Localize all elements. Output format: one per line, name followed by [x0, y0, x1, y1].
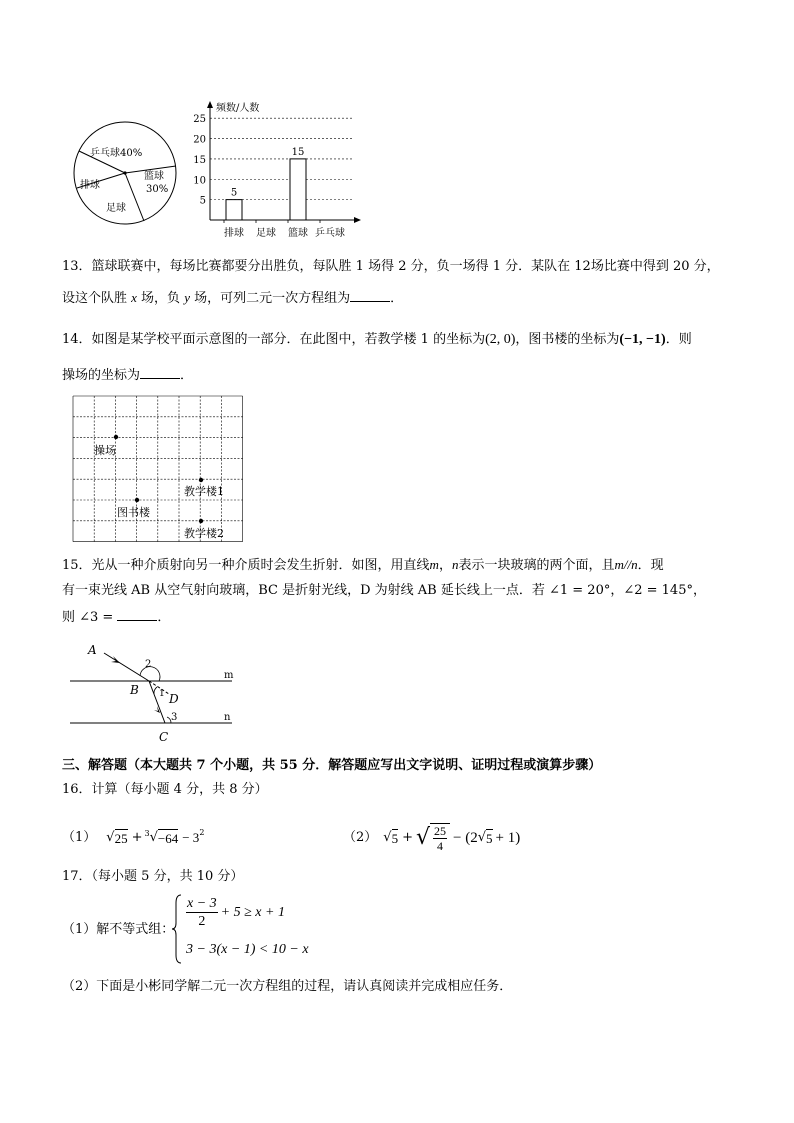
- refraction-figure: [62, 640, 242, 752]
- campus-grid-map: [70, 393, 248, 543]
- q15-var-m: m: [429, 557, 439, 572]
- y-axis-title: 频数/人数: [216, 103, 260, 114]
- pie-center: [123, 171, 126, 174]
- q13-text-c: 场，可列二元一次方程组为: [189, 291, 351, 306]
- q16-part1: （1） √ 25 + $^3$ √ −64 − 3 $^2$: [62, 825, 204, 851]
- label-b: B: [130, 683, 139, 697]
- q15-line1: [62, 556, 664, 575]
- bar-data-label: 5: [230, 187, 238, 199]
- q15-line3: [62, 608, 170, 627]
- q16-p2-end: + 1): [495, 830, 521, 846]
- x-tick-label: 足球: [256, 228, 276, 239]
- q16-p1-radicand1: 25: [114, 830, 128, 846]
- q13-line2: [62, 289, 403, 308]
- q16-p2-tail: − (2: [453, 830, 478, 846]
- label-d: D: [169, 692, 179, 706]
- q14-text-a: 14．如图是某学校平面示意图的一部分．在此图中，若教学楼 1 的坐标为: [62, 332, 486, 347]
- pie-label-pingpong: 乒乓球40%: [90, 148, 143, 159]
- q16-p2-denominator: 4: [437, 839, 444, 853]
- y-axis-arrow: [207, 101, 213, 108]
- q17-title: 17．（每小题 5 分，共 10 分）: [62, 869, 244, 884]
- y-tick-label: 5: [199, 195, 206, 207]
- q15-var-n: n: [451, 557, 459, 572]
- playground-label: 操场: [94, 444, 116, 457]
- q16-p1-label: （1）: [62, 830, 97, 845]
- q16-p1-root-index: 3: [144, 829, 150, 838]
- y-tick-label: 10: [193, 175, 206, 187]
- label-c: C: [159, 730, 169, 744]
- q13-var-x: x: [131, 290, 137, 305]
- label-a: A: [88, 643, 97, 657]
- q17-frac-denominator: 2: [198, 914, 206, 929]
- q14-coord-library: (−1, −1): [619, 332, 666, 347]
- angle-1-arc: [154, 687, 157, 694]
- q15-parallel: m//n: [614, 557, 638, 572]
- building2-point: [199, 519, 203, 523]
- library-label: 图书楼: [117, 506, 150, 519]
- q14-text-b: ，图书楼的坐标为: [515, 332, 620, 347]
- q14-text-c: ．则: [665, 332, 692, 347]
- building1-point: [199, 478, 203, 482]
- q15-text-d: 则 ∠3 =: [62, 610, 114, 625]
- q14-coord-building1: (2, 0): [485, 332, 516, 347]
- q16-p2-radicand2: 5: [486, 830, 493, 846]
- q17-part1-label: （1）解不等式组：: [62, 922, 175, 937]
- q16-p2-numerator: 25: [434, 824, 447, 838]
- q15-answer-blank[interactable]: [117, 608, 157, 621]
- q14-end: ．: [180, 368, 194, 383]
- q15-sep: ，: [438, 558, 452, 573]
- q16-title: 16．计算（每小题 4 分，共 8 分）: [62, 782, 268, 797]
- ray-ab-arrow: [111, 656, 120, 663]
- ray-ab: [104, 653, 152, 681]
- q17-ineq1-fraction: [186, 895, 218, 930]
- q15-text-c: ．现: [637, 558, 664, 573]
- q16-p2-fraction: [430, 823, 450, 853]
- pie-label-volleyball: 排球: [80, 180, 100, 191]
- q15-line2: 有一束光线 AB 从空气射向玻璃，BC 是折射光线，D 为射线 AB 延长线上一点．若 ∠1 = 20°，∠2 = 145°，: [62, 583, 706, 598]
- q14-answer-blank[interactable]: [140, 366, 180, 379]
- bar: [226, 200, 242, 220]
- label-1: 1: [159, 689, 165, 699]
- bar: [290, 159, 306, 220]
- y-tick-label: 25: [193, 114, 206, 126]
- q14-line1: [62, 331, 692, 349]
- q16-p2-label: （2）: [343, 830, 378, 845]
- label-m: m: [224, 670, 234, 681]
- q16-part2: （2） √ 5 + √ $\frac{25}{4}$ − (2 √ 5 + 1): [343, 824, 521, 853]
- q17-ineq2: 3 − 3(x − 1) < 10 − x: [186, 942, 309, 957]
- y-tick-label: 15: [193, 154, 206, 166]
- label-2: 2: [145, 659, 152, 670]
- section-3-heading: 三、解答题（本大题共 7 个小题，共 55 分．解答题应写出文字说明、证明过程或演算步骤）: [62, 758, 602, 773]
- playground-point: [114, 435, 118, 439]
- left-brace: [172, 893, 182, 965]
- bar-data-label: 15: [291, 146, 305, 158]
- x-axis-arrow: [354, 217, 361, 223]
- q13-answer-blank[interactable]: [350, 289, 390, 302]
- q17-part2: （2）下面是小彬同学解二元一次方程组的过程，请认真阅读并完成相应任务．: [62, 979, 513, 994]
- label-n: n: [224, 712, 231, 723]
- q13-text-a: 设这个队胜: [62, 291, 132, 306]
- building2-label: 教学楼2: [184, 527, 224, 540]
- q15-text-a: 15．光从一种介质射向另一种介质时会发生折射．如图，用直线: [62, 558, 430, 573]
- q15-end: ．: [157, 610, 171, 625]
- q13-text-b: 场，负: [136, 291, 185, 306]
- q13-end: ．: [390, 291, 404, 306]
- q16-p1-exponent: 2: [199, 828, 205, 837]
- q16-p1-radicand2: −64: [157, 830, 179, 846]
- y-tick-label: 20: [193, 134, 206, 146]
- pie-label-football: 足球: [106, 203, 126, 214]
- q17-ineq1-rest: + 5 ≥ x + 1: [220, 904, 285, 920]
- q14-text-d: 操场的坐标为: [62, 368, 141, 383]
- pie-label-basketball-pct: 30%: [146, 184, 169, 195]
- q16-p1-tail: − 3: [182, 830, 200, 845]
- q13-var-y: y: [184, 290, 190, 305]
- pie-chart: [70, 118, 180, 228]
- label-3: 3: [171, 712, 178, 723]
- q14-line2: [62, 366, 193, 385]
- q17-inequality-system: [172, 893, 342, 965]
- q13-line1: 13．篮球联赛中，每场比赛都要分出胜负，每队胜 1 场得 2 分，负一场得 1 分．某队在 12场比赛中得到 20 分，: [62, 259, 720, 274]
- x-tick-label: 乒乓球: [315, 228, 345, 239]
- x-tick-label: 篮球: [288, 228, 308, 239]
- library-point: [135, 498, 139, 502]
- x-tick-label: 排球: [224, 228, 244, 239]
- q15-text-b: 表示一块玻璃的两个面，且: [458, 558, 615, 573]
- building1-label: 教学楼1: [184, 485, 224, 498]
- bar-chart: [188, 96, 368, 244]
- q17-ineq1: [186, 895, 285, 930]
- q17-frac-numerator: x − 3: [187, 896, 217, 911]
- pie-label-basketball: 篮球: [144, 171, 164, 182]
- q16-p2-radicand1: 5: [391, 830, 399, 846]
